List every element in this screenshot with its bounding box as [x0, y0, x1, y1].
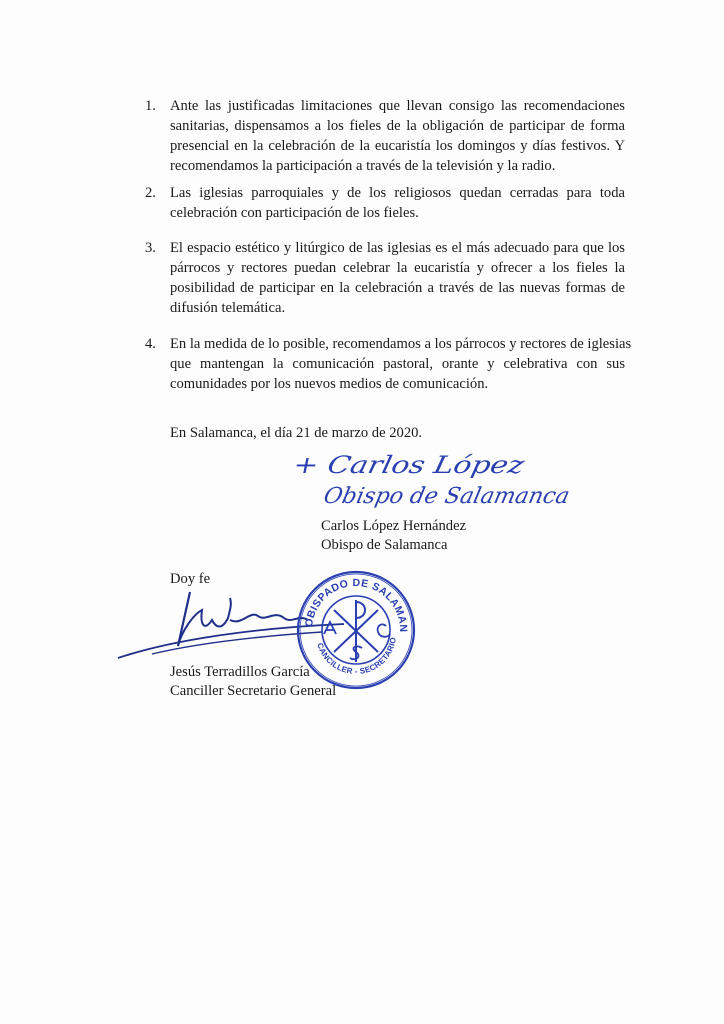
item-number: 1. [145, 98, 156, 114]
chancellor-title: Canciller Secretario General [170, 683, 337, 699]
text-line: En la medida de lo posible, recomendamos a los párrocos y rectores de iglesias [170, 336, 632, 352]
item-text [170, 238, 625, 318]
bishop-title: Obispo de Salamanca [321, 537, 448, 553]
text-line: El espacio estético y litúrgico de las iglesias es el más adecuado para que los [170, 240, 625, 256]
text-line: Ante las justificadas limitaciones que llevan consigo las recomendaciones [170, 98, 625, 114]
text-line: comunidades por los nuevos medios de comunicación. [170, 376, 489, 392]
bishop-name: Carlos López Hernández [321, 518, 467, 534]
item-number: 3. [145, 240, 156, 256]
attest-label: Doy fe [170, 571, 211, 587]
item-number: 4. [145, 336, 156, 352]
seal-top-text: OBISPADO DE SALAMANCA [289, 559, 410, 633]
text-line: posibilidad de participar en la celebración a través de las nuevas formas de [170, 280, 625, 296]
text-line: sanitarias, dispensamos a los fieles de la obligación de participar de forma [170, 118, 625, 134]
seal-bottom-text: CANCILLER - SECRETARIO [315, 636, 398, 677]
item-text [170, 183, 625, 223]
item-text [170, 334, 632, 394]
text-line: difusión telemática. [170, 300, 286, 316]
text-line: párrocos y rectores puedan celebrar la eucaristía y ofrecer a los fieles la [170, 260, 625, 276]
diocese-seal [289, 559, 418, 692]
bishop-signature-line1: + Carlos López [290, 450, 484, 479]
text-line: celebración con participación de los fieles. [170, 205, 419, 221]
text-line: Las iglesias parroquiales y de los religiosos quedan cerradas para toda [170, 185, 625, 201]
item-text [170, 96, 625, 176]
item-number: 2. [145, 185, 156, 201]
text-line: que mantengan la comunicación pastoral, orante y celebrativa con sus [170, 356, 625, 372]
bishop-signature-line2: Obispo de Salamanca [321, 483, 568, 509]
text-line: recomendamos la participación a través de la televisión y la radio. [170, 158, 556, 174]
chancellor-name: Jesús Terradillos García [170, 664, 310, 680]
place-date: En Salamanca, el día 21 de marzo de 2020. [170, 425, 423, 441]
bishop-signature [290, 445, 590, 515]
text-line: presencial en la celebración de la eucaristía los domingos y días festivos. Y [170, 138, 625, 154]
